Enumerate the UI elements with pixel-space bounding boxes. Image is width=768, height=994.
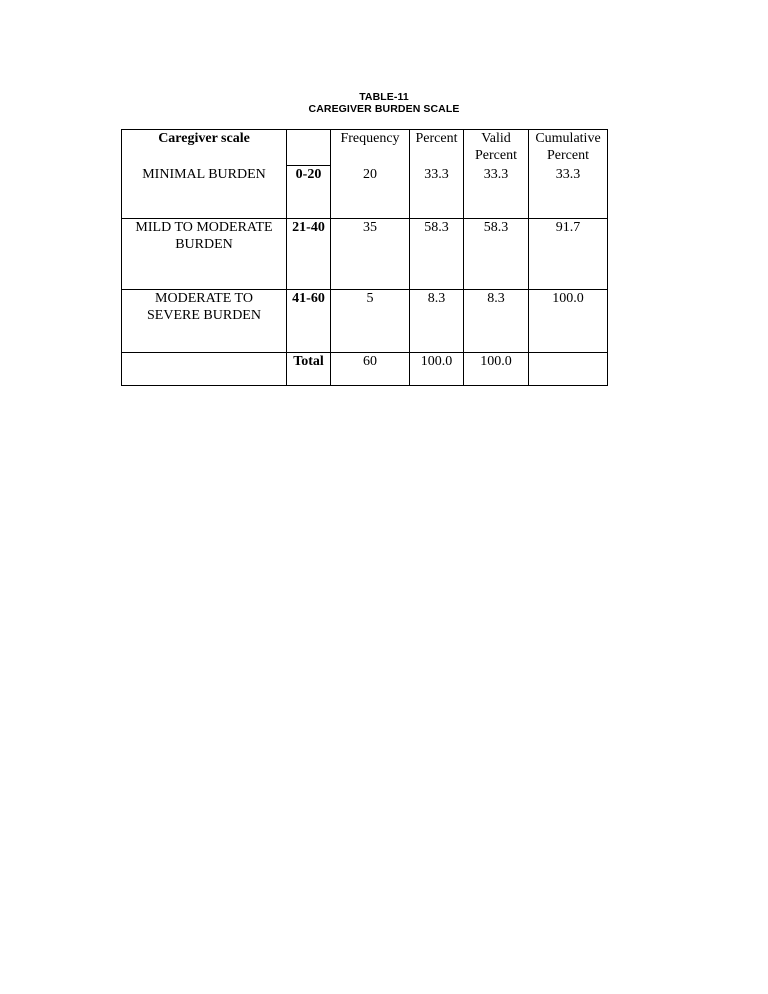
table-row bbox=[122, 166, 608, 219]
row-valid-percent: 8.3 bbox=[464, 290, 529, 353]
row-percent: 58.3 bbox=[410, 219, 464, 290]
header-frequency: Frequency bbox=[331, 130, 410, 166]
header-caregiver-scale: Caregiver scale bbox=[122, 130, 287, 166]
table-caption bbox=[0, 91, 768, 115]
row-valid-percent: 58.3 bbox=[464, 219, 529, 290]
row-frequency: 20 bbox=[331, 166, 410, 219]
row-frequency: 35 bbox=[331, 219, 410, 290]
table-title: TABLE-11 bbox=[359, 91, 409, 103]
row-label-line2: BURDEN bbox=[175, 237, 233, 252]
header-cumulative-percent-line2: Percent bbox=[547, 148, 589, 163]
row-label bbox=[122, 219, 287, 290]
row-label-line2: SEVERE BURDEN bbox=[147, 308, 261, 323]
row-label-line1: MINIMAL BURDEN bbox=[142, 166, 266, 182]
total-empty-cell bbox=[122, 353, 287, 386]
header-valid-percent bbox=[464, 130, 529, 166]
row-range: 21-40 bbox=[287, 219, 331, 290]
header-row bbox=[122, 130, 608, 166]
row-valid-percent: 33.3 bbox=[464, 166, 529, 219]
row-label bbox=[122, 166, 287, 219]
total-valid-percent: 100.0 bbox=[464, 353, 529, 386]
total-label: Total bbox=[287, 353, 331, 386]
header-cumulative-percent-line1: Cumulative bbox=[535, 131, 601, 146]
header-cumulative-percent bbox=[529, 130, 608, 166]
row-cumulative-percent: 33.3 bbox=[529, 166, 608, 219]
row-percent: 33.3 bbox=[410, 166, 464, 219]
row-frequency: 5 bbox=[331, 290, 410, 353]
row-range: 41-60 bbox=[287, 290, 331, 353]
row-cumulative-percent: 100.0 bbox=[529, 290, 608, 353]
row-label-line1: MILD TO MODERATE bbox=[135, 220, 273, 235]
total-frequency: 60 bbox=[331, 353, 410, 386]
header-percent: Percent bbox=[410, 130, 464, 166]
header-range bbox=[287, 130, 331, 166]
table-row bbox=[122, 290, 608, 353]
row-percent: 8.3 bbox=[410, 290, 464, 353]
header-valid-percent-line2: Percent bbox=[475, 148, 517, 163]
table-row bbox=[122, 219, 608, 290]
caregiver-burden-table bbox=[121, 129, 608, 386]
total-row bbox=[122, 353, 608, 386]
table-subtitle: CAREGIVER BURDEN SCALE bbox=[308, 103, 460, 115]
row-cumulative-percent: 91.7 bbox=[529, 219, 608, 290]
total-cumulative-percent bbox=[529, 353, 608, 386]
row-label bbox=[122, 290, 287, 353]
total-percent: 100.0 bbox=[410, 353, 464, 386]
row-label-line1: MODERATE TO bbox=[155, 291, 253, 306]
header-valid-percent-line1: Valid bbox=[481, 131, 511, 146]
row-range: 0-20 bbox=[287, 166, 331, 219]
